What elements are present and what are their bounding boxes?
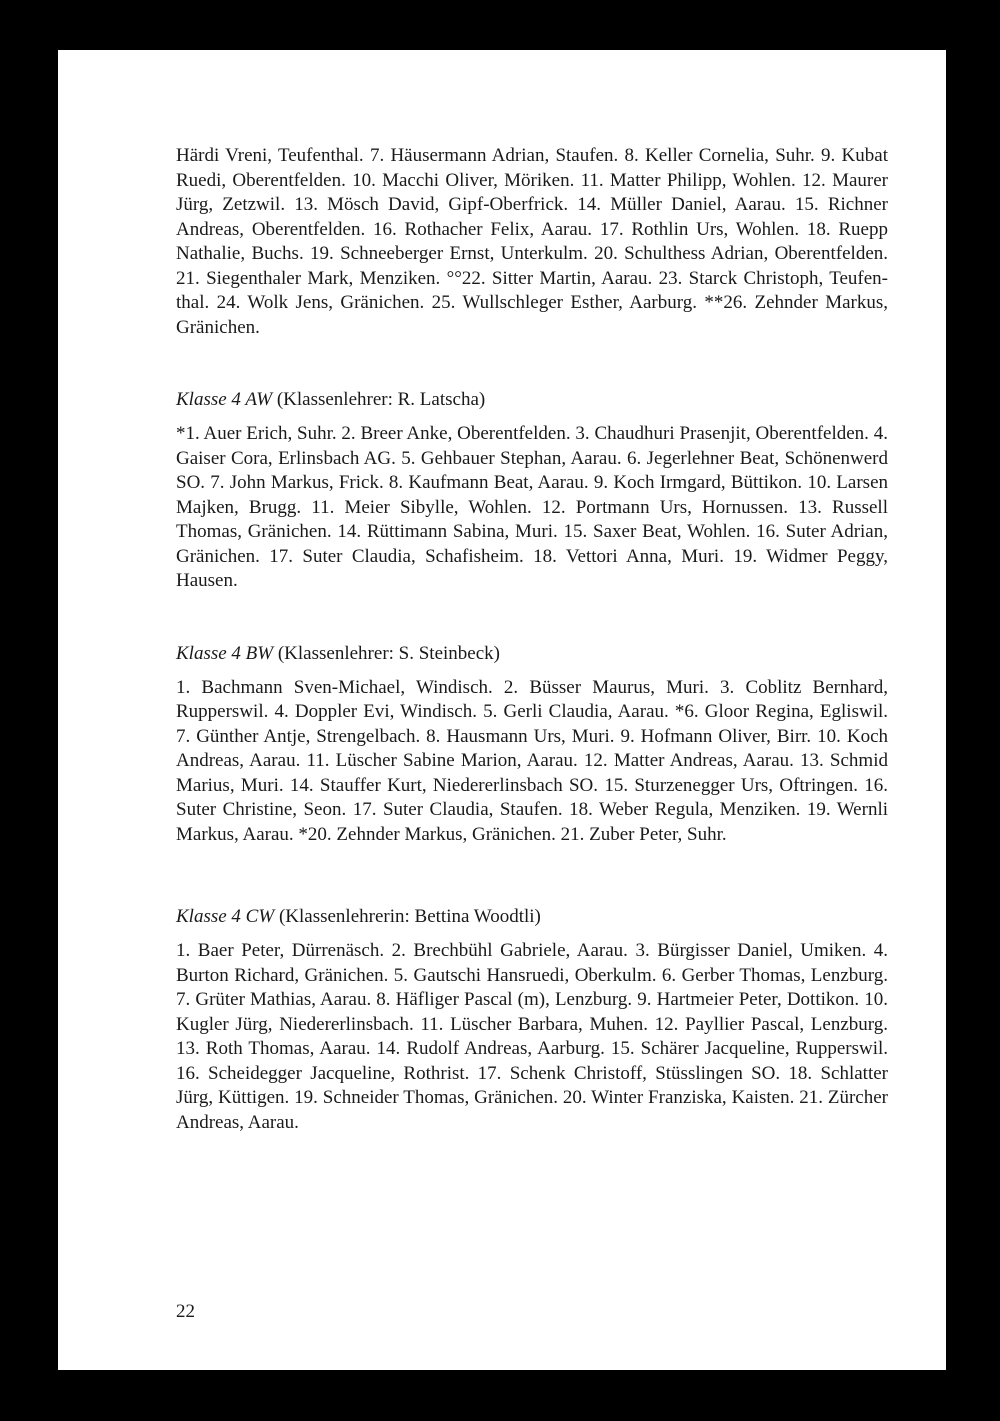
- page-content: [176, 144, 888, 1135]
- teacher-label: (Klassenlehrerin: Bettina Woodtli): [278, 906, 541, 927]
- class-label: Klasse 4 CW: [176, 906, 275, 927]
- class-students-4bw: 1. Bachmann Sven-Michael, Windisch. 2. Büsser Maurus, Muri. 3. Coblitz Bernhard, Rupperswil. 4. Doppler Evi, Windisch. 5. Gerli Claudia, Aarau. *6. Gloor Regina, Egliswil. 7. Günther Antje, Strengelbach. 8. Hausmann Urs, Muri. 9. Hofmann Oliver, Birr. 10. Koch Andreas, Aarau. 11. Lüscher Sabine Marion, Aarau. 12. Matter Andreas, Aarau. 13. Schmid Marius, Muri. 14. Stauffer Kurt, Niedererlinsbach SO. 15. Sturzenegger Urs, Oftringen. 16. Suter Christine, Seon. 17. Suter Claudia, Staufen. 18. Weber Regula, Menziken. 19. Wernli Markus, Aarau. *20. Zehnder Markus, Gränichen. 21. Zuber Peter, Suhr.: [176, 676, 888, 845]
- class-heading-4cw: [176, 905, 888, 929]
- class-label: Klasse 4 AW: [176, 389, 273, 410]
- class-students-4cw: 1. Baer Peter, Dürrenäsch. 2. Brechbühl Gabriele, Aarau. 3. Bürgisser Daniel, Umiken. 4. Burton Richard, Gränichen. 5. Gautschi Hansruedi, Oberkulm. 6. Gerber Thomas, Lenzburg. 7. Grüter Mathias, Aarau. 8. Häfliger Pascal (m), Lenzburg. 9. Hartmeier Peter, Dottikon. 10. Kugler Jürg, Niedererlinsbach. 11. Lüscher Barbara, Muhen. 12. Payllier Pascal, Lenzburg. 13. Roth Thomas, Aarau. 14. Rudolf Andreas, Aarburg. 15. Schärer Jacqueline, Rupperswil. 16. Scheidegger Jacqueline, Rothrist. 17. Schenk Christoff, Stüsslingen SO. 18. Schlatter Jürg, Küttigen. 19. Schneider Thomas, Gränichen. 20. Winter Franziska, Kaisten. 21. Zürcher Andreas, Aarau.: [176, 940, 888, 1133]
- document-page: [58, 50, 946, 1370]
- class-heading-4bw: [176, 642, 888, 666]
- class-students-4aw: *1. Auer Erich, Suhr. 2. Breer Anke, Oberentfelden. 3. Chaudhuri Prasenjit, Oberentfelden. 4. Gaiser Cora, Erlinsbach AG. 5. Gehbauer Stephan, Aarau. 6. Jegerlehner Beat, Schönenwerd SO. 7. John Markus, Frick. 8. Kaufmann Beat, Aarau. 9. Koch Irmgard, Büttikon. 10. Larsen Majken, Brugg. 11. Meier Sibylle, Wohlen. 12. Portmann Urs, Hornussen. 13. Russell Thomas, Gränichen. 14. Rüttimann Sabina, Muri. 15. Saxer Beat, Wohlen. 16. Suter Adrian, Gränichen. 17. Suter Claudia, Schafisheim. 18. Vettori Anna, Muri. 19. Widmer Peggy, Hausen.: [176, 423, 888, 591]
- teacher-label: (Klassenlehrer: R. Latscha): [276, 389, 486, 410]
- intro-paragraph: Härdi Vreni, Teufenthal. 7. Häusermann Adrian, Staufen. 8. Keller Cornelia, Suhr. 9. Kubat Ruedi, Oberentfelden. 10. Macchi Oliver, Möriken. 11. Matter Philipp, Wohlen. 12. Maurer Jürg, Zetzwil. 13. Mösch David, Gipf-Oberfrick. 14. Müller Daniel, Aarau. 15. Richner Andreas, Oberentfelden. 16. Rothacher Felix, Aarau. 17. Rothlin Urs, Wohlen. 18. Ruepp Nathalie, Buchs. 19. Schneeberger Ernst, Unterkulm. 20. Schulthess Adrian, Oberentfelden. 21. Siegenthaler Mark, Menziken. °°22. Sitter Martin, Aarau. 23. Starck Christoph, Teufenthal. 24. Wolk Jens, Gränichen. 25. Wullschleger Esther, Aarburg. **26. Zehnder Markus, Gränichen.: [176, 145, 888, 338]
- teacher-label: (Klassenlehrer: S. Steinbeck): [277, 642, 500, 664]
- class-heading-4aw: [176, 388, 888, 412]
- page-number: 22: [176, 1301, 195, 1322]
- class-label: Klasse 4 BW: [176, 642, 274, 664]
